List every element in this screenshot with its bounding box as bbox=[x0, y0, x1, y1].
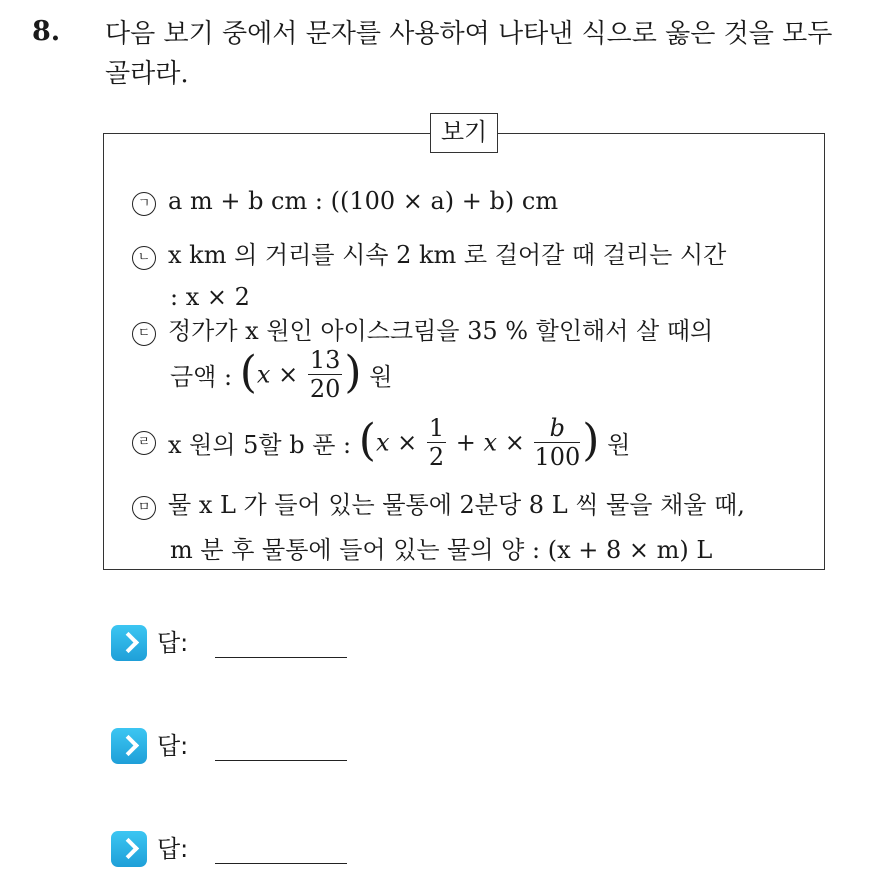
item-3-text-line2: 금액 : (x × $\frac{13}{20}$ ) 원 bbox=[170, 346, 393, 403]
item-2-text-line2: : x × 2 bbox=[170, 283, 250, 311]
item-4-prefix: x 원의 5할 b 푼 : bbox=[168, 431, 352, 459]
item-1-text: a m + b cm : ((100 × a) + b) cm bbox=[168, 187, 559, 215]
fraction-numerator: 13 bbox=[309, 346, 341, 374]
answer-label: 답: bbox=[157, 835, 189, 863]
item-4-unit: 원 bbox=[607, 431, 631, 459]
fraction-denominator: 2 bbox=[428, 443, 445, 471]
example-item-5 bbox=[132, 490, 745, 520]
example-item-4: ㄹ x 원의 5할 b 푼 : (x × $\frac{1}{2}$ + x × $\frac{b}{100}$ ) 원 bbox=[132, 414, 630, 471]
fraction-1-2 bbox=[427, 414, 446, 471]
item-mark-5: ㅁ bbox=[132, 496, 156, 520]
fraction-numerator: b bbox=[534, 414, 580, 443]
example-item-1 bbox=[132, 186, 558, 216]
item-mark-3: ㄷ bbox=[132, 322, 156, 346]
example-item-3 bbox=[132, 316, 713, 346]
example-item-2 bbox=[132, 240, 726, 270]
answer-label: 답: bbox=[157, 732, 189, 760]
fraction-denominator: 100 bbox=[534, 443, 581, 471]
answer-blank[interactable] bbox=[215, 760, 347, 761]
item-5-text-line1: 물 x L 가 들어 있는 물통에 2분당 8 L 씩 물을 채울 때, bbox=[168, 491, 745, 519]
chevron-right-icon bbox=[111, 831, 147, 867]
right-paren: ) bbox=[344, 347, 362, 398]
example-box-title: 보기 bbox=[430, 113, 498, 153]
chevron-right-icon bbox=[111, 625, 147, 661]
left-paren: ( bbox=[239, 347, 257, 398]
right-paren: ) bbox=[582, 415, 600, 466]
question-text: 다음 보기 중에서 문자를 사용하여 나타낸 식으로 옳은 것을 모두 골라라. bbox=[105, 19, 833, 89]
left-paren: ( bbox=[358, 415, 376, 466]
question-number: 8. bbox=[32, 16, 61, 47]
item-mark-2: ㄴ bbox=[132, 246, 156, 270]
fraction-b-100 bbox=[534, 414, 580, 471]
answer-blank[interactable] bbox=[215, 863, 347, 864]
answer-blank[interactable] bbox=[215, 657, 347, 658]
item-3-prefix: 금액 : bbox=[170, 363, 233, 391]
item-mark-4: ㄹ bbox=[132, 431, 156, 455]
fraction-numerator: 1 bbox=[428, 414, 445, 442]
item-2-text-line1: x km 의 거리를 시속 2 km 로 걸어갈 때 걸리는 시간 bbox=[168, 241, 727, 269]
item-3-text-line1: 정가가 x 원인 아이스크림을 35 % 할인해서 살 때의 bbox=[168, 317, 714, 345]
answer-label: 답: bbox=[157, 629, 189, 657]
item-5-text-line2: m 분 후 물통에 들어 있는 물의 양 : (x + 8 × m) L bbox=[170, 536, 713, 564]
fraction-denominator: 20 bbox=[309, 375, 341, 403]
fraction-13-20 bbox=[308, 346, 343, 403]
chevron-right-icon bbox=[111, 728, 147, 764]
item-3-unit: 원 bbox=[369, 363, 393, 391]
item-mark-1: ㄱ bbox=[132, 192, 156, 216]
